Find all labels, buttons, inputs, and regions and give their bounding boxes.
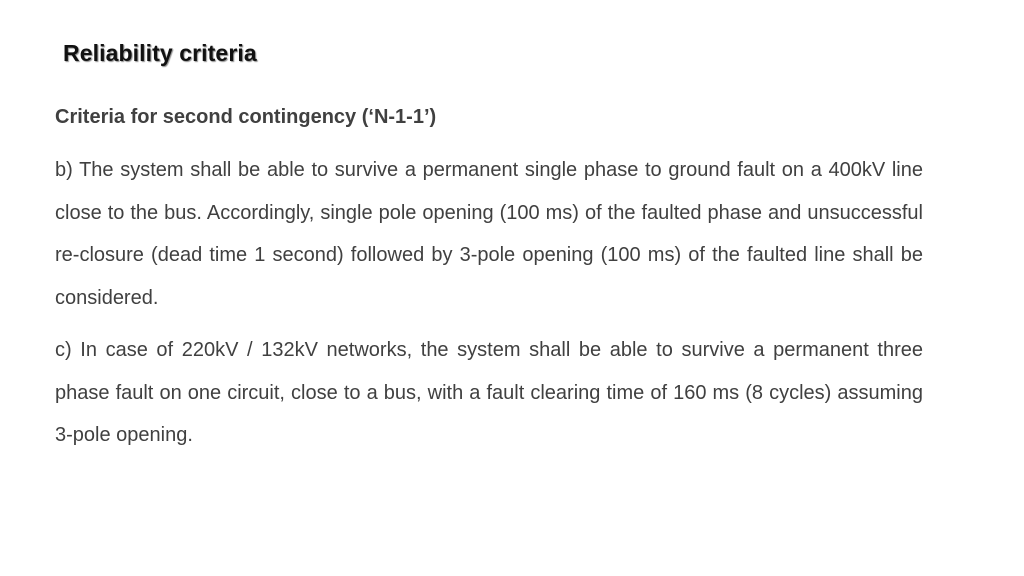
section-subheading: Criteria for second contingency (‘N-1-1’) — [55, 106, 437, 128]
paragraph-c: c) In case of 220kV / 132kV networks, the system shall be able to survive a permanent three phase fault on one circuit, close to a bus, with a fault clearing time of 160 ms (8 cycles) assuming 3-pole opening. — [55, 339, 923, 446]
slide-title: Reliability criteria — [63, 40, 257, 66]
paragraph-b: b) The system shall be able to survive a permanent single phase to ground fault on a 400kV line close to the bus. Accordingly, single pole opening (100 ms) of the faulted phase and unsuccessful re-closure (dead time 1 second) followed by 3-pole opening (100 ms) of the faulted line shall be considered. — [55, 159, 923, 309]
